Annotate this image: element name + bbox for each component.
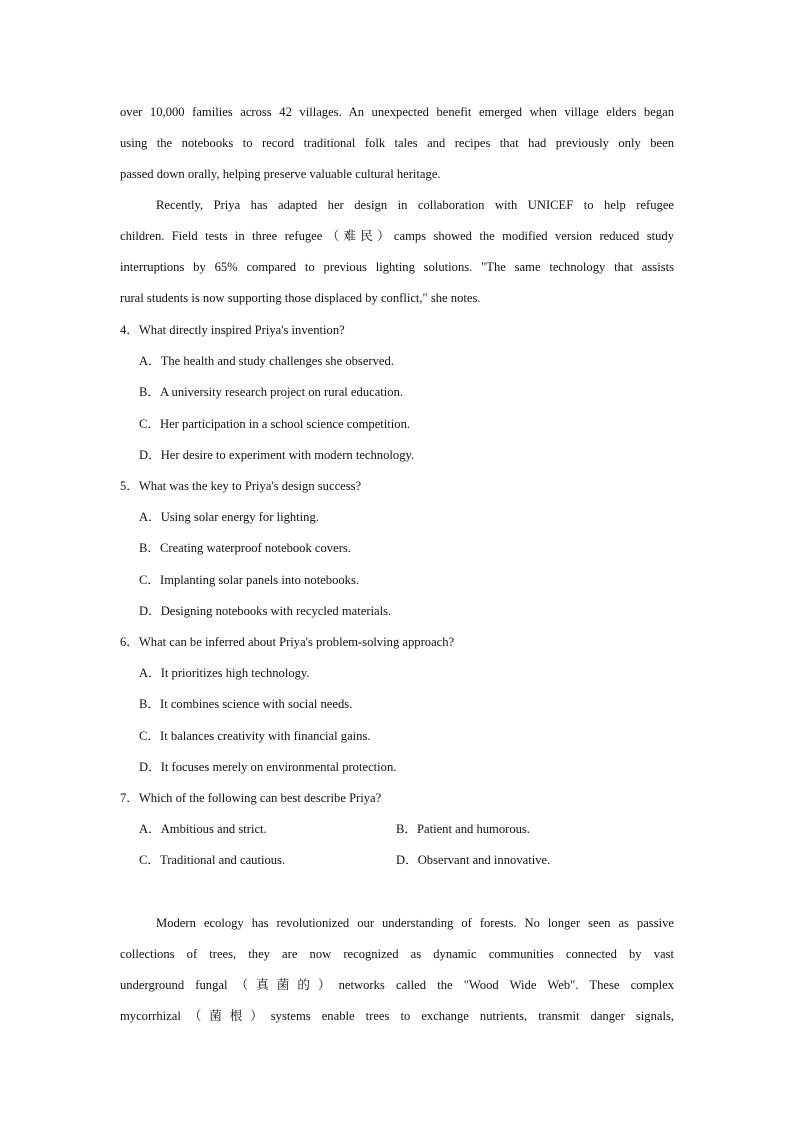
question-5-stem: 5．What was the key to Priya's design success? xyxy=(120,479,362,493)
question-6-option-a: A．It prioritizes high technology. xyxy=(139,666,310,680)
question-4-option-a: A．The health and study challenges she observed. xyxy=(139,354,394,368)
question-5-option-c: C．Implanting solar panels into notebooks. xyxy=(139,573,360,587)
passage1-line-3: passed down orally, helping preserve valuable cultural heritage. xyxy=(120,167,441,181)
question-4-option-b: B．A university research project on rural education. xyxy=(139,385,404,399)
passage2-line-1: Modern ecology has revolutionized our understanding of forests. No longer seen as passive xyxy=(156,916,674,930)
question-7-stem: 7．Which of the following can best describe Priya? xyxy=(120,791,382,805)
question-7-option-d: D．Observant and innovative. xyxy=(396,853,551,867)
question-6-option-d: D．It focuses merely on environmental protection. xyxy=(139,760,397,774)
question-5-option-d: D．Designing notebooks with recycled materials. xyxy=(139,604,392,618)
passage1-line-1: over 10,000 families across 42 villages. An unexpected benefit emerged when village elders began xyxy=(120,105,674,119)
question-5-option-b: B．Creating waterproof notebook covers. xyxy=(139,541,351,555)
question-6-option-b: B．It combines science with social needs. xyxy=(139,697,353,711)
question-7-option-a: A．Ambitious and strict. xyxy=(139,822,267,836)
question-7-option-c: C．Traditional and cautious. xyxy=(139,853,286,867)
passage1-line-4: Recently, Priya has adapted her design in collaboration with UNICEF to help refugee xyxy=(156,198,674,212)
passage1-line-2: using the notebooks to record traditional folk tales and recipes that had previously only been xyxy=(120,136,674,150)
question-6-stem: 6．What can be inferred about Priya's problem-solving approach? xyxy=(120,635,455,649)
question-4-stem: 4．What directly inspired Priya's invention? xyxy=(120,323,345,337)
question-6-option-c: C．It balances creativity with financial gains. xyxy=(139,729,371,743)
passage1-line-7: rural students is now supporting those displaced by conflict," she notes. xyxy=(120,291,481,305)
passage2-line-4: mycorrhizal（菌根）systems enable trees to exchange nutrients, transmit danger signals, xyxy=(120,1009,674,1023)
passage1-line-5: children. Field tests in three refugee（难民）camps showed the modified version reduced study xyxy=(120,229,674,243)
passage2-line-2: collections of trees, they are now recognized as dynamic communities connected by vast xyxy=(120,947,674,961)
question-4-option-d: D．Her desire to experiment with modern technology. xyxy=(139,448,415,462)
question-7-option-b: B．Patient and humorous. xyxy=(396,822,530,836)
question-4-option-c: C．Her participation in a school science competition. xyxy=(139,417,411,431)
question-5-option-a: A．Using solar energy for lighting. xyxy=(139,510,319,524)
passage1-line-6: interruptions by 65% compared to previous lighting solutions. "The same technology that assists xyxy=(120,260,674,274)
passage2-line-3: underground fungal（真菌的）networks called the "Wood Wide Web". These complex xyxy=(120,978,674,992)
